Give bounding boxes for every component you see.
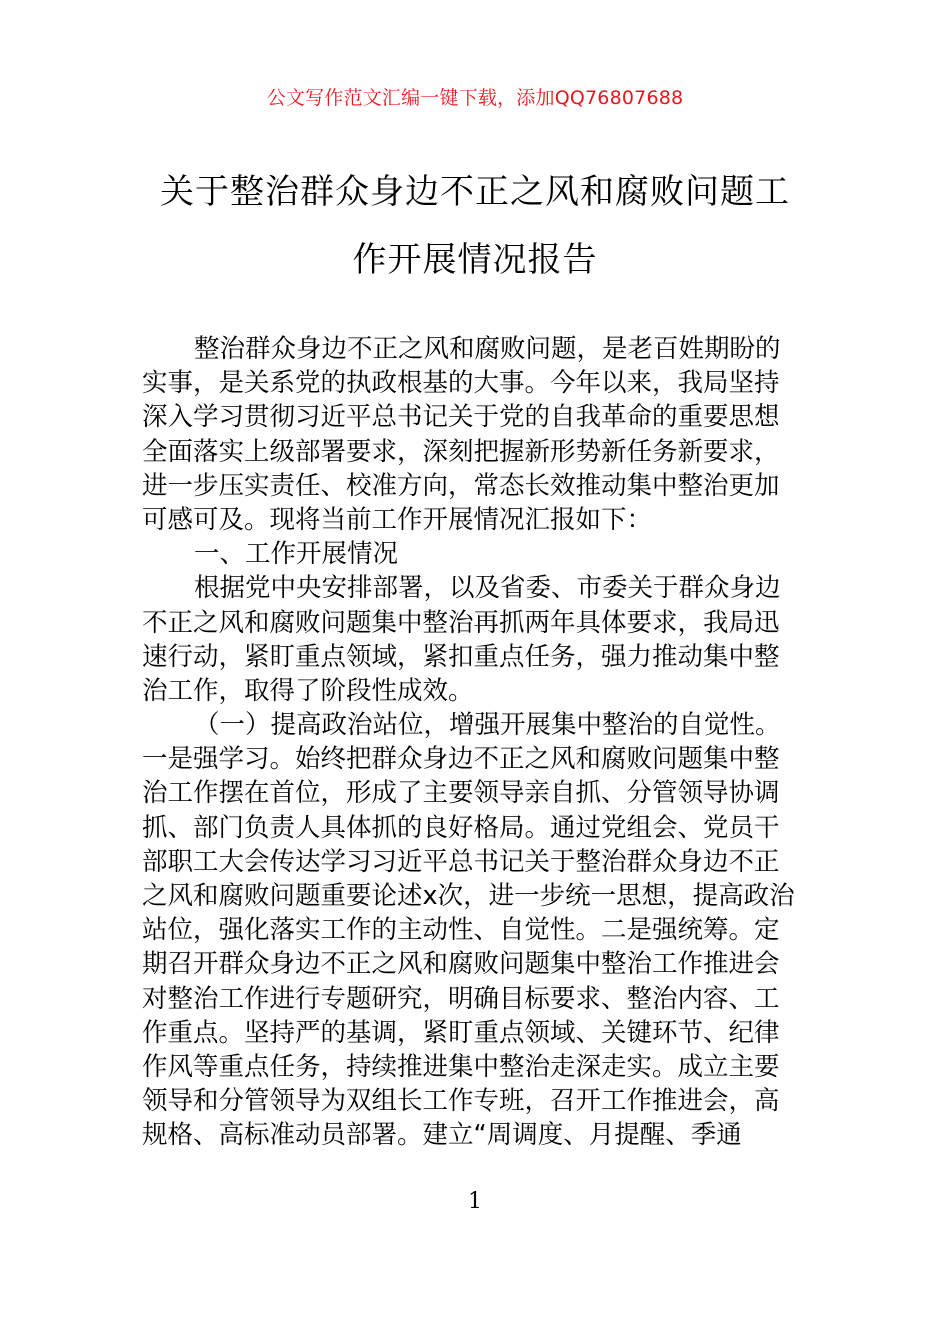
body-line: 不正之风和腐败问题集中整治再抓两年具体要求，我局迅: [142, 607, 780, 638]
document-body: [142, 332, 810, 1153]
body-line: 根据党中央安排部署，以及省委、市委关于群众身边: [194, 573, 781, 604]
body-line: 期召开群众身边不正之风和腐败问题集中整治工作推进会: [142, 949, 780, 980]
body-line: 实事，是关系党的执政根基的大事。今年以来，我局坚持: [142, 368, 780, 399]
body-line: 整治群众身边不正之风和腐败问题，是老百姓期盼的: [194, 334, 781, 364]
body-line: 领导和分管领导为双组长工作专班，召开工作推进会，高: [142, 1086, 780, 1117]
body-line: 治工作，取得了阶段性成效。: [142, 675, 474, 706]
body-line: 速行动，紧盯重点领域，紧扣重点任务，强力推动集中整: [142, 641, 780, 672]
document-title-line-2: 作开展情况报告: [352, 240, 598, 280]
page-number: 1: [468, 1189, 482, 1214]
body-line: 治工作摆在首位，形成了主要领导亲自抓、分管领导协调: [142, 778, 780, 809]
subsection-heading: （一）提高政治站位，增强开展集中整治的自觉性。: [194, 710, 781, 741]
body-line: 可感可及。现将当前工作开展情况汇报如下：: [142, 504, 653, 535]
body-line: 进一步压实责任、校准方向，常态长效推动集中整治更加: [142, 470, 780, 501]
body-line: 规格、高标准动员部署。建立“周调度、月提醒、季通: [142, 1120, 742, 1151]
body-line: 作重点。坚持严的基调，紧盯重点领域、关键环节、纪律: [142, 1017, 780, 1048]
body-line: 一是强学习。始终把群众身边不正之风和腐败问题集中整: [142, 744, 780, 775]
body-line: 深入学习贯彻习近平总书记关于党的自我革命的重要思想: [142, 402, 780, 433]
document-title-line-1: 关于整治群众身边不正之风和腐败问题工: [160, 172, 790, 212]
body-line: 之风和腐败问题重要论述x次，进一步统一思想，提高政治: [142, 881, 795, 911]
body-line: 抓、部门负责人具体抓的良好格局。通过党组会、党员干: [142, 812, 780, 843]
section-heading: 一、工作开展情况: [194, 539, 399, 570]
body-line: 全面落实上级部署要求，深刻把握新形势新任务新要求，: [142, 436, 780, 467]
body-line: 部职工大会传达学习习近平总书记关于整治群众身边不正: [142, 846, 780, 877]
promo-header: 公文写作范文汇编一键下载，添加QQ76807688: [266, 87, 684, 109]
body-line: 作风等重点任务，持续推进集中整治走深走实。成立主要: [142, 1051, 780, 1082]
body-line: 对整治工作进行专题研究，明确目标要求、整治内容、工: [142, 983, 780, 1014]
body-line: 站位，强化落实工作的主动性、自觉性。二是强统筹。定: [142, 915, 780, 946]
